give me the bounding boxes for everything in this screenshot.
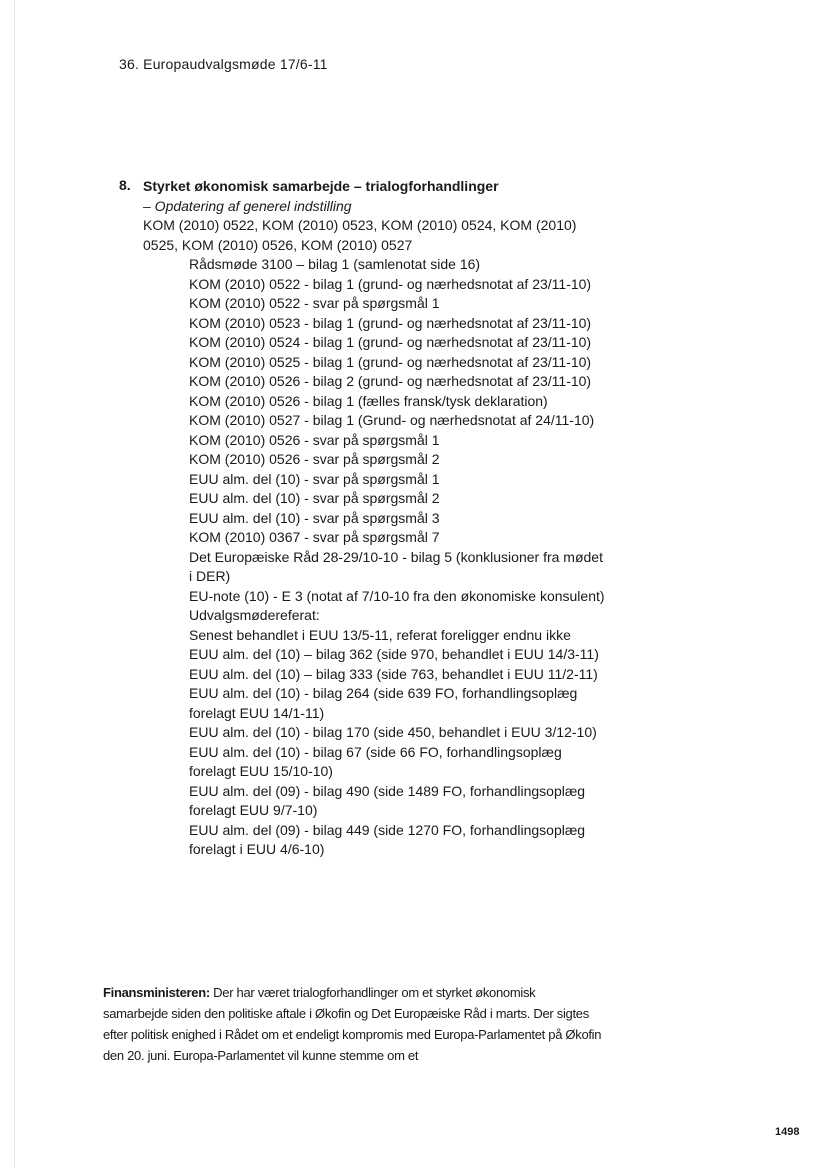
- document-reference: EUU alm. del (10) - bilag 264 (side 639 FO, forhandlingsoplæg forelagt EUU 14/1-11): [189, 685, 578, 721]
- document-reference: KOM (2010) 0526 - svar på spørgsmål 2: [189, 451, 440, 467]
- document-reference: KOM (2010) 0523 - bilag 1 (grund- og nærhedsnotat af 23/11-10): [189, 314, 592, 331]
- document-reference: KOM (2010) 0524 - bilag 1 (grund- og nærhedsnotat af 23/11-10): [189, 334, 592, 350]
- document-reference: EUU alm. del (10) - bilag 67 (side 66 FO, forhandlingsoplæg forelagt EUU 15/10-10): [189, 743, 562, 779]
- agenda-item-refs-line-2: 0525, KOM (2010) 0526, KOM (2010) 0527: [143, 236, 413, 253]
- agenda-item-number: 8.: [119, 177, 131, 193]
- statement-text: Der har været trialogforhandlinger om et styrket økonomisk samarbejde siden den politiske aftale i Økofin og Det Europæiske Råd i marts. Der sigtes efter politisk enighed i Rådet om et endeligt kompromis med Europa-Parlamentet på Økofin den 20. juni. Europa-Parlamentet vil kunne stemme om et: [103, 985, 602, 1063]
- scan-edge-line: [14, 0, 15, 1168]
- document-reference: EU-note (10) - E 3 (notat af 7/10-10 fra den økonomiske konsulent): [189, 587, 605, 604]
- document-reference: KOM (2010) 0526 - svar på spørgsmål 1: [189, 431, 440, 448]
- document-reference: EUU alm. del (10) - svar på spørgsmål 3: [189, 509, 440, 526]
- agenda-item-title: Styrket økonomisk samarbejde – trialogforhandlinger: [143, 178, 499, 194]
- meeting-header: 36. Europaudvalgsmøde 17/6-11: [119, 56, 328, 72]
- document-reference-list: [189, 255, 609, 860]
- document-reference: EUU alm. del (10) - svar på spørgsmål 1: [189, 470, 440, 487]
- document-reference: EUU alm. del (10) - svar på spørgsmål 2: [189, 490, 440, 506]
- minister-statement: [103, 982, 603, 1066]
- document-reference: KOM (2010) 0527 - bilag 1 (Grund- og nærhedsnotat af 24/11-10): [189, 412, 595, 428]
- agenda-item-subtitle: – Opdatering af generel indstilling: [143, 197, 352, 214]
- document-reference: KOM (2010) 0526 - bilag 1 (fælles fransk/tysk deklaration): [189, 392, 548, 409]
- document-reference: Rådsmøde 3100 – bilag 1 (samlenotat side 16): [189, 256, 481, 272]
- page-number: 1498: [775, 1126, 800, 1138]
- document-reference: EUU alm. del (10) – bilag 362 (side 970, behandlet i EUU 14/3-11): [189, 646, 599, 662]
- agenda-item-block: [143, 177, 613, 255]
- document-reference: KOM (2010) 0522 - svar på spørgsmål 1: [189, 295, 440, 311]
- document-reference: EUU alm. del (10) – bilag 333 (side 763, behandlet i EUU 11/2-11): [189, 665, 598, 682]
- document-reference: EUU alm. del (09) - bilag 449 (side 1270 FO, forhandlingsoplæg forelagt i EUU 4/6-10): [189, 821, 586, 857]
- document-reference: KOM (2010) 0525 - bilag 1 (grund- og nærhedsnotat af 23/11-10): [189, 353, 592, 370]
- document-reference: KOM (2010) 0522 - bilag 1 (grund- og nærhedsnotat af 23/11-10): [189, 275, 592, 292]
- speaker-label: Finansministeren:: [103, 985, 210, 1000]
- document-reference: EUU alm. del (10) - bilag 170 (side 450, behandlet i EUU 3/12-10): [189, 724, 597, 740]
- document-reference: EUU alm. del (09) - bilag 490 (side 1489 FO, forhandlingsoplæg forelagt EUU 9/7-10): [189, 782, 586, 818]
- document-reference: Det Europæiske Råd 28-29/10-10 - bilag 5 (konklusioner fra mødet i DER): [189, 548, 603, 584]
- document-reference: KOM (2010) 0526 - bilag 2 (grund- og nærhedsnotat af 23/11-10): [189, 373, 592, 389]
- document-reference: Udvalgsmødereferat:: [189, 607, 320, 623]
- document-reference: KOM (2010) 0367 - svar på spørgsmål 7: [189, 529, 440, 545]
- agenda-item-refs-line-1: KOM (2010) 0522, KOM (2010) 0523, KOM (2010) 0524, KOM (2010): [143, 217, 577, 233]
- document-reference: Senest behandlet i EUU 13/5-11, referat foreligger endnu ikke: [189, 626, 571, 643]
